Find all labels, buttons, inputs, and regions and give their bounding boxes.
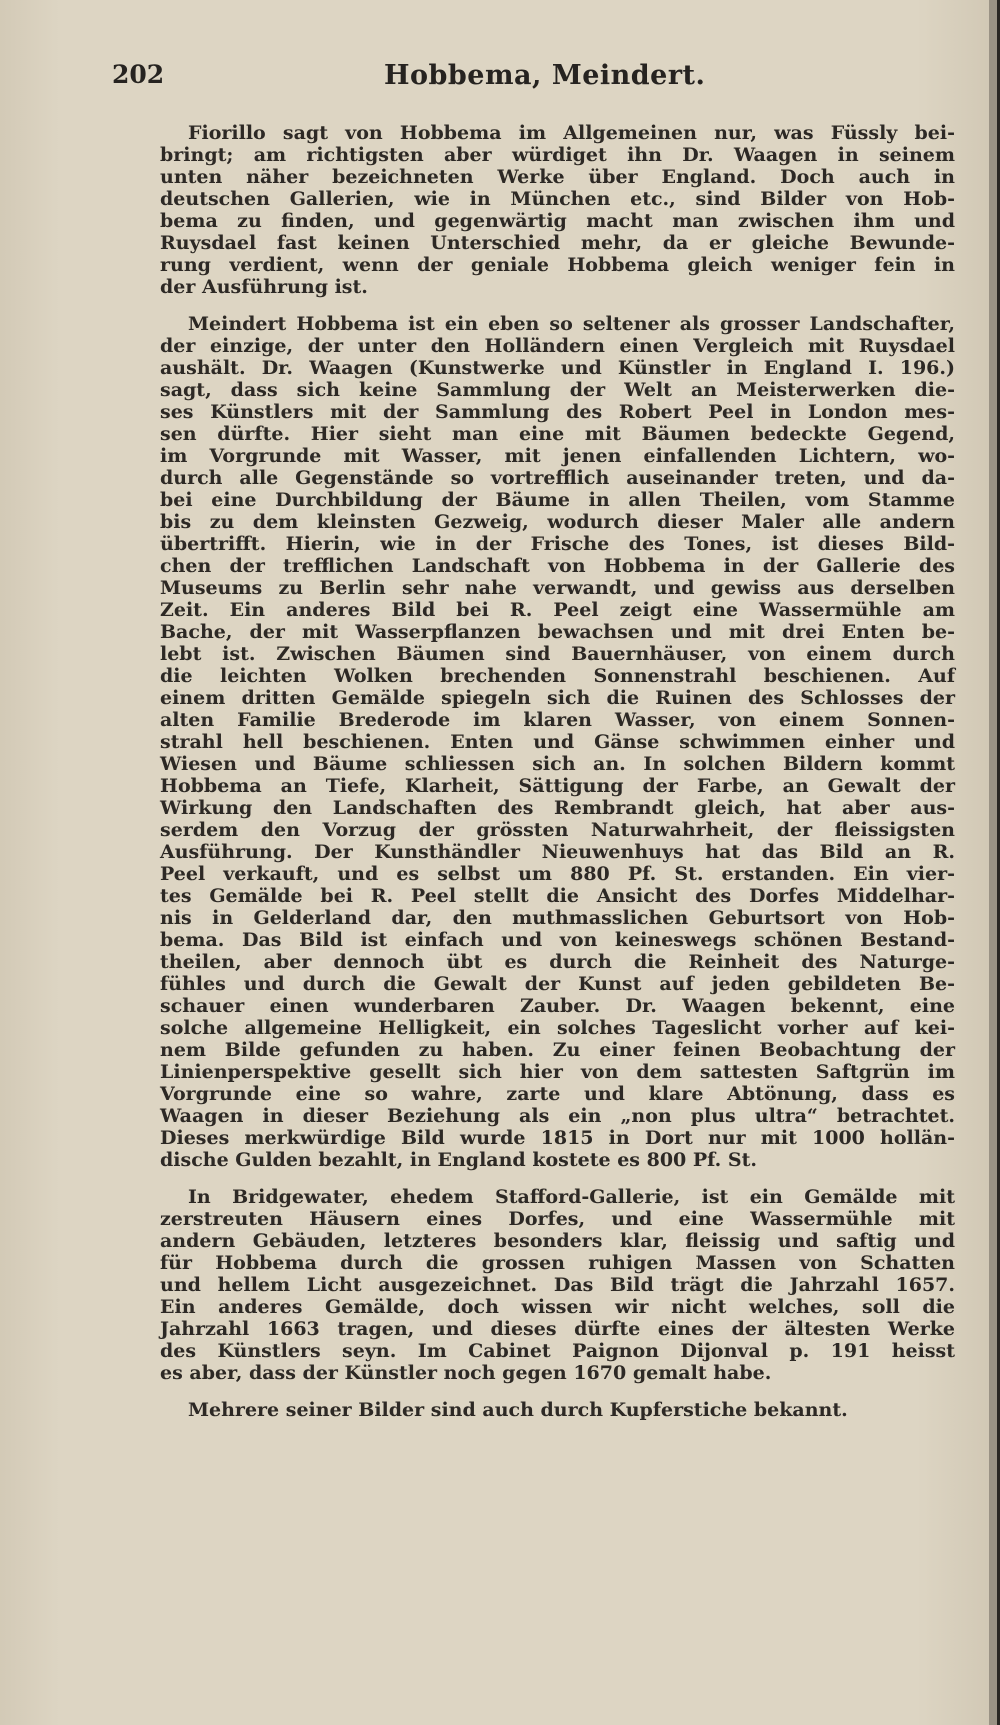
- text-line: alten Familie Brederode im klaren Wasser, von einem Sonnen-: [160, 709, 955, 731]
- text-line: Meindert Hobbema ist ein eben so seltener als grosser Landschafter,: [188, 313, 955, 335]
- text-line: Ein anderes Gemälde, doch wissen wir nicht welches, soll die: [160, 1296, 955, 1318]
- page-edge: [989, 0, 997, 1725]
- text-line: lebt ist. Zwischen Bäumen sind Bauernhäuser, von einem durch: [160, 643, 955, 665]
- paragraph: [160, 1186, 955, 1384]
- paragraph: [160, 1399, 955, 1421]
- text-line: Jahrzahl 1663 tragen, und dieses dürfte eines der ältesten Werke: [160, 1318, 955, 1340]
- text-line: bis zu dem kleinsten Gezweig, wodurch dieser Maler alle andern: [160, 511, 955, 533]
- text-line: strahl hell beschienen. Enten und Gänse schwimmen einher und: [160, 731, 955, 753]
- text-line: rung verdient, wenn der geniale Hobbema gleich weniger fein in: [160, 254, 955, 276]
- text-line: andern Gebäuden, letzteres besonders klar, fleissig und saftig und: [160, 1230, 955, 1252]
- text-line: Wiesen und Bäume schliessen sich an. In solchen Bildern kommt: [160, 753, 955, 775]
- text-line: bringt; am richtigsten aber würdiget ihn Dr. Waagen in seinem: [160, 144, 955, 166]
- text-line: sagt, dass sich keine Sammlung der Welt an Meisterwerken die-: [160, 379, 955, 401]
- text-line: fühles und durch die Gewalt der Kunst auf jeden gebildeten Be-: [160, 973, 955, 995]
- text-line: Ruysdael fast keinen Unterschied mehr, da er gleiche Bewunde-: [160, 232, 955, 254]
- text-line: bema. Das Bild ist einfach und von keineswegs schönen Bestand-: [160, 929, 955, 951]
- text-line: ses Künstlers mit der Sammlung des Robert Peel in London mes-: [160, 401, 955, 423]
- text-line: dische Gulden bezahlt, in England kostete es 800 Pf. St.: [160, 1149, 758, 1171]
- text-line: es aber, dass der Künstler noch gegen 1670 gemalt habe.: [160, 1362, 772, 1384]
- text-line: einem dritten Gemälde spiegeln sich die Ruinen des Schlosses der: [160, 687, 955, 709]
- text-line: die leichten Wolken brechenden Sonnenstrahl beschienen. Auf: [160, 665, 955, 687]
- text-line: Waagen in dieser Beziehung als ein „non plus ultra“ betrachtet.: [160, 1105, 955, 1127]
- text-line: nem Bilde gefunden zu haben. Zu einer feinen Beobachtung der: [160, 1039, 955, 1061]
- text-line: für Hobbema durch die grossen ruhigen Massen von Schatten: [160, 1252, 955, 1274]
- text-line: bei eine Durchbildung der Bäume in allen Theilen, vom Stamme: [160, 489, 955, 511]
- text-line: serdem den Vorzug der grössten Naturwahrheit, der fleissigsten: [160, 819, 955, 841]
- text-line: schauer einen wunderbaren Zauber. Dr. Waagen bekennt, eine: [160, 995, 955, 1017]
- text-line: tes Gemälde bei R. Peel stellt die Ansicht des Dorfes Middelhar-: [160, 885, 955, 907]
- text-line: unten näher bezeichneten Werke über England. Doch auch in: [160, 166, 955, 188]
- text-line: nis in Gelderland dar, den muthmasslichen Geburtsort von Hob-: [160, 907, 955, 929]
- text-line: Fiorillo sagt von Hobbema im Allgemeinen nur, was Füssly bei-: [188, 122, 955, 144]
- text-line: der Ausführung ist.: [160, 276, 368, 298]
- text-line: solche allgemeine Helligkeit, ein solches Tageslicht vorher auf kei-: [160, 1017, 955, 1039]
- text-line: der einzige, der unter den Holländern einen Vergleich mit Ruysdael: [160, 335, 955, 357]
- paragraph: [160, 313, 955, 1171]
- text-line: Vorgrunde eine so wahre, zarte und klare Abtönung, dass es: [160, 1083, 955, 1105]
- text-line: deutschen Gallerien, wie in München etc., sind Bilder von Hob-: [160, 188, 955, 210]
- page-number: 202: [112, 60, 165, 89]
- text-line: Museums zu Berlin sehr nahe verwandt, und gewiss aus derselben: [160, 577, 955, 599]
- text-line: Bache, der mit Wasserpflanzen bewachsen und mit drei Enten be-: [160, 621, 955, 643]
- text-line: Peel verkauft, und es selbst um 880 Pf. St. erstanden. Ein vier-: [160, 863, 955, 885]
- text-line: des Künstlers seyn. Im Cabinet Paignon Dijonval p. 191 heisst: [160, 1340, 955, 1362]
- text-line: sen dürfte. Hier sieht man eine mit Bäumen bedeckte Gegend,: [160, 423, 955, 445]
- text-line: Hobbema an Tiefe, Klarheit, Sättigung der Farbe, an Gewalt der: [160, 775, 955, 797]
- text-line: durch alle Gegenstände so vortrefflich auseinander treten, und da-: [160, 467, 955, 489]
- running-head: Hobbema, Meindert.: [384, 60, 706, 91]
- text-line: zerstreuten Häusern eines Dorfes, und eine Wassermühle mit: [160, 1208, 955, 1230]
- text-line: Zeit. Ein anderes Bild bei R. Peel zeigt eine Wassermühle am: [160, 599, 955, 621]
- text-line: theilen, aber dennoch übt es durch die Reinheit des Naturge-: [160, 951, 955, 973]
- text-line: Ausführung. Der Kunsthändler Nieuwenhuys hat das Bild an R.: [160, 841, 955, 863]
- text-line: Mehrere seiner Bilder sind auch durch Kupferstiche bekannt.: [188, 1399, 848, 1421]
- text-line: Wirkung den Landschaften des Rembrandt gleich, hat aber aus-: [160, 797, 955, 819]
- body-text: [160, 122, 955, 1436]
- text-line: Linienperspektive gesellt sich hier von dem sattesten Saftgrün im: [160, 1061, 955, 1083]
- text-line: und hellem Licht ausgezeichnet. Das Bild trägt die Jahrzahl 1657.: [160, 1274, 955, 1296]
- page-header: [112, 60, 942, 100]
- text-line: Dieses merkwürdige Bild wurde 1815 in Dort nur mit 1000 hollän-: [160, 1127, 955, 1149]
- text-line: In Bridgewater, ehedem Stafford-Gallerie, ist ein Gemälde mit: [188, 1186, 955, 1208]
- text-line: im Vorgrunde mit Wasser, mit jenen einfallenden Lichtern, wo-: [160, 445, 955, 467]
- paragraph: [160, 122, 955, 298]
- text-line: übertrifft. Hierin, wie in der Frische des Tones, ist dieses Bild-: [160, 533, 955, 555]
- text-line: chen der trefflichen Landschaft von Hobbema in der Gallerie des: [160, 555, 955, 577]
- text-line: bema zu finden, und gegenwärtig macht man zwischen ihm und: [160, 210, 955, 232]
- text-line: aushält. Dr. Waagen (Kunstwerke und Künstler in England I. 196.): [160, 357, 955, 379]
